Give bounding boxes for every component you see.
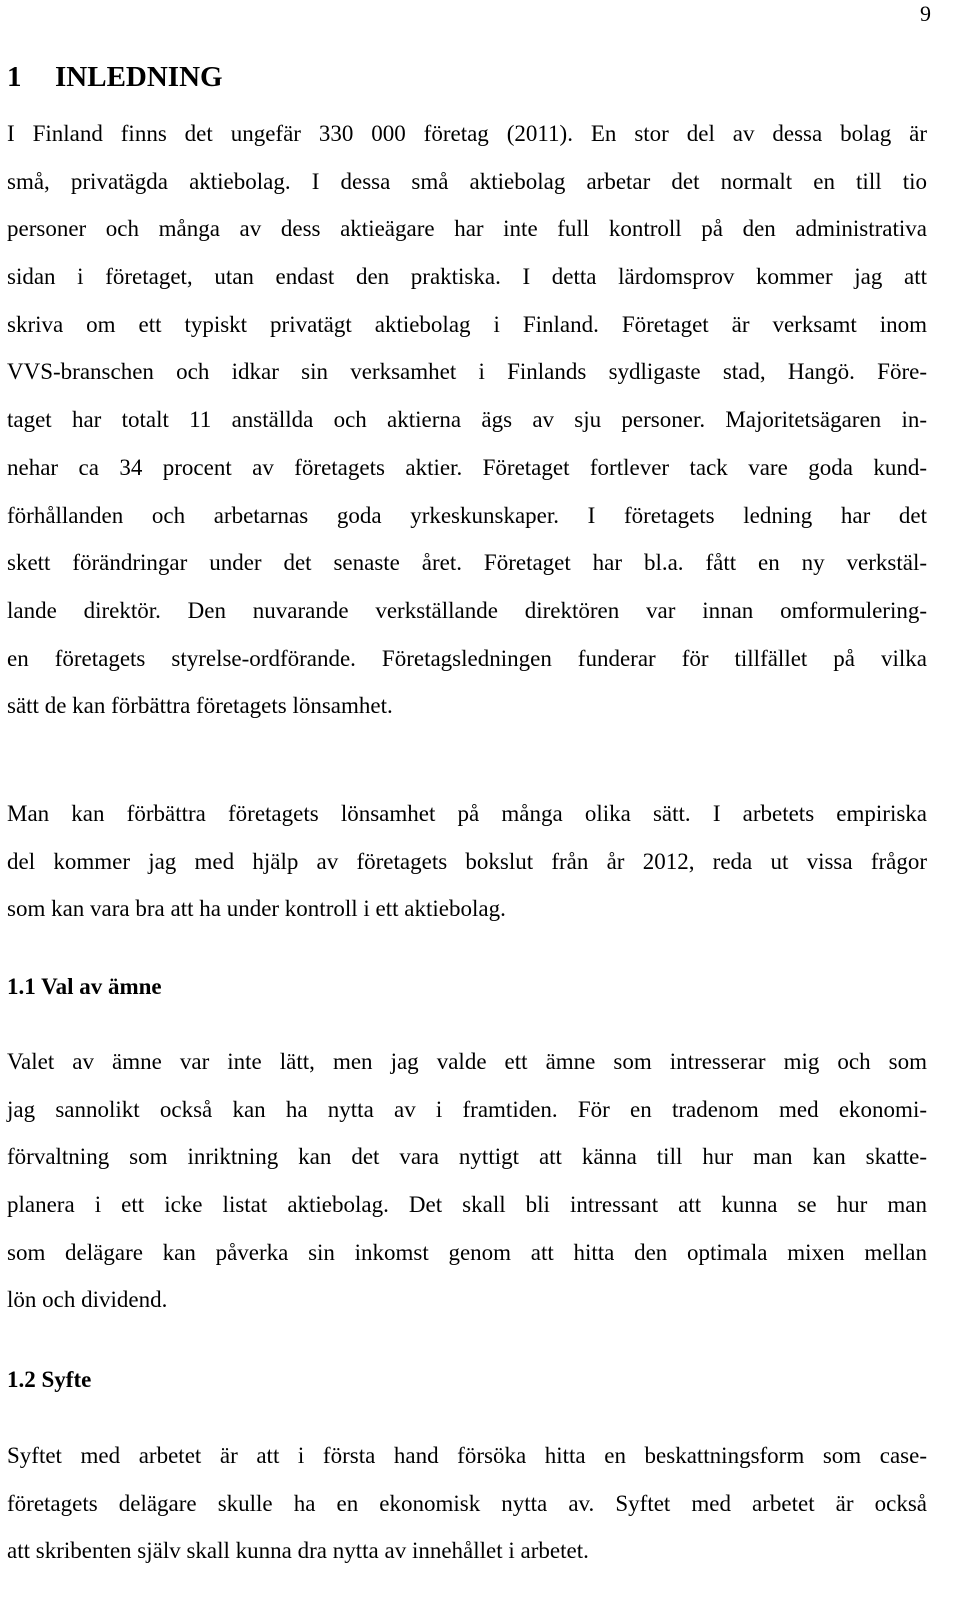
text-line: sidan i företaget, utan endast den praktiska. I detta lärdomsprov kommer jag att (7, 264, 927, 290)
chapter-number: 1 (7, 61, 22, 93)
text-line: skriva om ett typiskt privatägt aktiebolag i Finland. Företaget är verksamt inom (7, 311, 927, 337)
text-line: en företagets styrelse-ordförande. Företagsledningen funderar för tillfället på vilka (7, 645, 927, 671)
paragraph-profitability (7, 790, 927, 933)
text-line: att skribenten själv skall kunna dra nytta av innehållet i arbetet. (7, 1538, 589, 1564)
text-line: företagets delägare skulle ha en ekonomisk nytta av. Syftet med arbetet är också (7, 1490, 927, 1516)
text-line: planera i ett icke listat aktiebolag. Det skall bli intressant att kunna se hur man (7, 1192, 927, 1218)
paragraph-purpose (7, 1432, 927, 1575)
text-line: som delägare kan påverka sin inkomst genom att hitta den optimala mixen mellan (7, 1239, 927, 1265)
page-number: 9 (920, 1, 931, 26)
text-line: Valet av ämne var inte lätt, men jag valde ett ämne som intresserar mig och som (7, 1049, 927, 1074)
paragraph-topic (7, 1038, 927, 1324)
text-line: nehar ca 34 procent av företagets aktier. Företaget fortlever tack vare goda kund- (7, 454, 927, 480)
section-heading-topic: 1.1 Val av ämne (7, 974, 162, 999)
text-line: som kan vara bra att ha under kontroll i ett aktiebolag. (7, 896, 506, 922)
text-line: Syftet med arbetet är att i första hand försöka hitta en beskattningsform som case- (7, 1443, 927, 1468)
text-line: personer och många av dess aktieägare har inte full kontroll på den administrativa (7, 216, 927, 242)
text-line: del kommer jag med hjälp av företagets bokslut från år 2012, reda ut vissa frågor (7, 848, 927, 874)
text-line: I Finland finns det ungefär 330 000 företag (2011). En stor del av dessa bolag är (7, 121, 927, 146)
text-line: taget har totalt 11 anställda och aktierna ägs av sju personer. Majoritetsägaren in- (7, 407, 927, 433)
text-line: förvaltning som inriktning kan det vara nyttigt att känna till hur man kan skatte- (7, 1144, 927, 1170)
text-line: förhållanden och arbetarnas goda yrkeskunskaper. I företagets ledning har det (7, 502, 927, 528)
paragraph-intro (7, 110, 927, 730)
chapter-title: INLEDNING (55, 61, 223, 93)
text-line: sätt de kan förbättra företagets lönsamhet. (7, 693, 393, 719)
text-line: lön och dividend. (7, 1287, 168, 1313)
chapter-heading (7, 57, 223, 97)
section-heading-purpose: 1.2 Syfte (7, 1367, 92, 1392)
text-line: VVS-branschen och idkar sin verksamhet i Finlands sydligaste stad, Hangö. Före- (7, 359, 927, 385)
text-line: små, privatägda aktiebolag. I dessa små aktiebolag arbetar det normalt en till tio (7, 168, 927, 194)
text-line: lande direktör. Den nuvarande verkställande direktören var innan omformulering- (7, 597, 927, 623)
text-line: Man kan förbättra företagets lönsamhet på många olika sätt. I arbetets empiriska (7, 801, 927, 826)
text-line: skett förändringar under det senaste året. Företaget har bl.a. fått en ny verkstäl- (7, 550, 927, 576)
text-line: jag sannolikt också kan ha nytta av i framtiden. För en tradenom med ekonomi- (7, 1096, 927, 1122)
